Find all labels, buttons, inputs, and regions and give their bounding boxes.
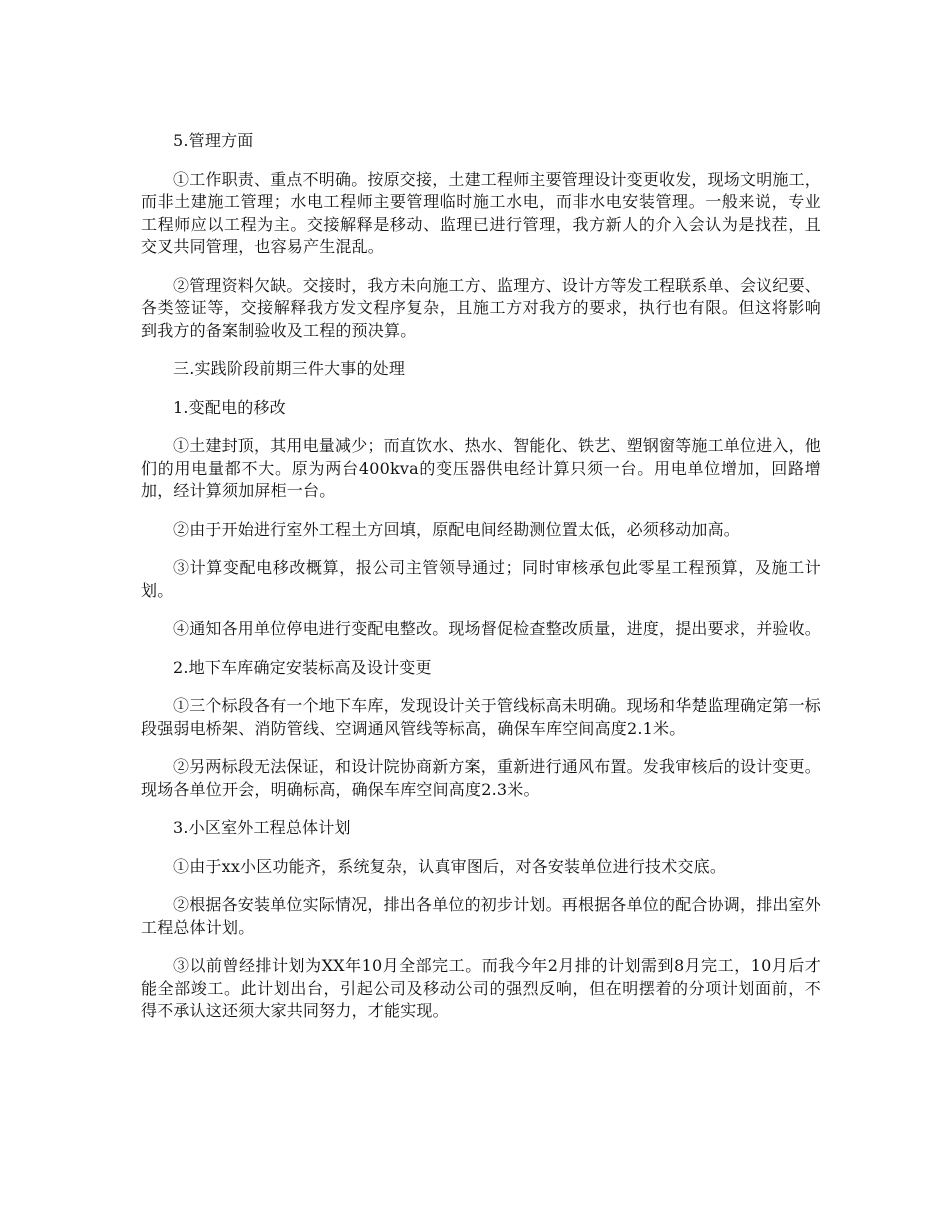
paragraph: ③以前曾经排计划为XX年10月全部完工。而我今年2月排的计划需到8月完工，10月后才能全部竣工。此计划出台，引起公司及移动公司的强烈反响，但在明摆着的分项计划面前，不得不承认这还须大家共同努力，才能实现。: [141, 956, 821, 1020]
paragraph: ②由于开始进行室外工程土方回填，原配电间经勘测位置太低，必须移动加高。: [173, 519, 741, 539]
paragraph: ①由于xx小区功能齐，系统复杂，认真审图后，对各安装单位进行技术交底。: [173, 856, 727, 876]
subsection-heading-outdoor-plan: 3.小区室外工程总体计划: [173, 818, 351, 837]
paragraph: ②另两标段无法保证，和设计院协商新方案，重新进行通风布置。发我审核后的设计变更。现场各单位开会，明确标高，确保车库空间高度2.3米。: [141, 757, 822, 799]
section-heading-management: 5.管理方面: [173, 131, 254, 150]
paragraph: ③计算变配电移改概算，报公司主管领导通过；同时审核承包此零星工程预算，及施工计划。: [141, 558, 821, 600]
paragraph: ②根据各安装单位实际情况，排出各单位的初步计划。再根据各单位的配合协调，排出室外工程总体计划。: [141, 895, 822, 937]
paragraph: ②管理资料欠缺。交接时，我方未向施工方、监理方、设计方等发工程联系单、会议纪要、各类签证等，交接解释我方发文程序复杂，且施工方对我方的要求，执行也有限。但这将影响到我方的备案制验收及工程的预决算。: [141, 275, 822, 340]
paragraph: ①三个标段各有一个地下车库，发现设计关于管线标高未明确。现场和华楚监理确定第一标段强弱电桥架、消防管线、空调通风管线等标高，确保车库空间高度2.1米。: [141, 696, 822, 738]
subsection-heading-substation: 1.变配电的移改: [173, 397, 286, 417]
subsection-heading-garage: 2.地下车库确定安装标高及设计变更: [173, 657, 432, 677]
paragraph: ①土建封顶，其用电量减少；而直饮水、热水、智能化、铁艺、塑钢窗等施工单位进入，他们的用电量都不大。原为两台400kva的变压器供电经计算只须一台。用电单位增加，回路增加，经计算须加屏柜一台。: [141, 436, 822, 500]
paragraph: ①工作职责、重点不明确。按原交接，土建工程师主要管理设计变更收发，现场文明施工，而非土建施工管理；水电工程师主要管理临时施工水电，而非水电安装管理。一般来说，专业工程师应以工程为主。交接解释是移动、监理已进行管理，我方新人的介入会认为是找茬，且交叉共同管理，也容易产生混乱。: [141, 169, 822, 256]
document-body: [141, 130, 821, 1039]
paragraph: ④通知各用单位停电进行变配电整改。现场督促检查整改质量，进度，提出要求，并验收。: [173, 619, 822, 638]
section-heading-practice: 三.实践阶段前期三件大事的处理: [173, 359, 406, 378]
